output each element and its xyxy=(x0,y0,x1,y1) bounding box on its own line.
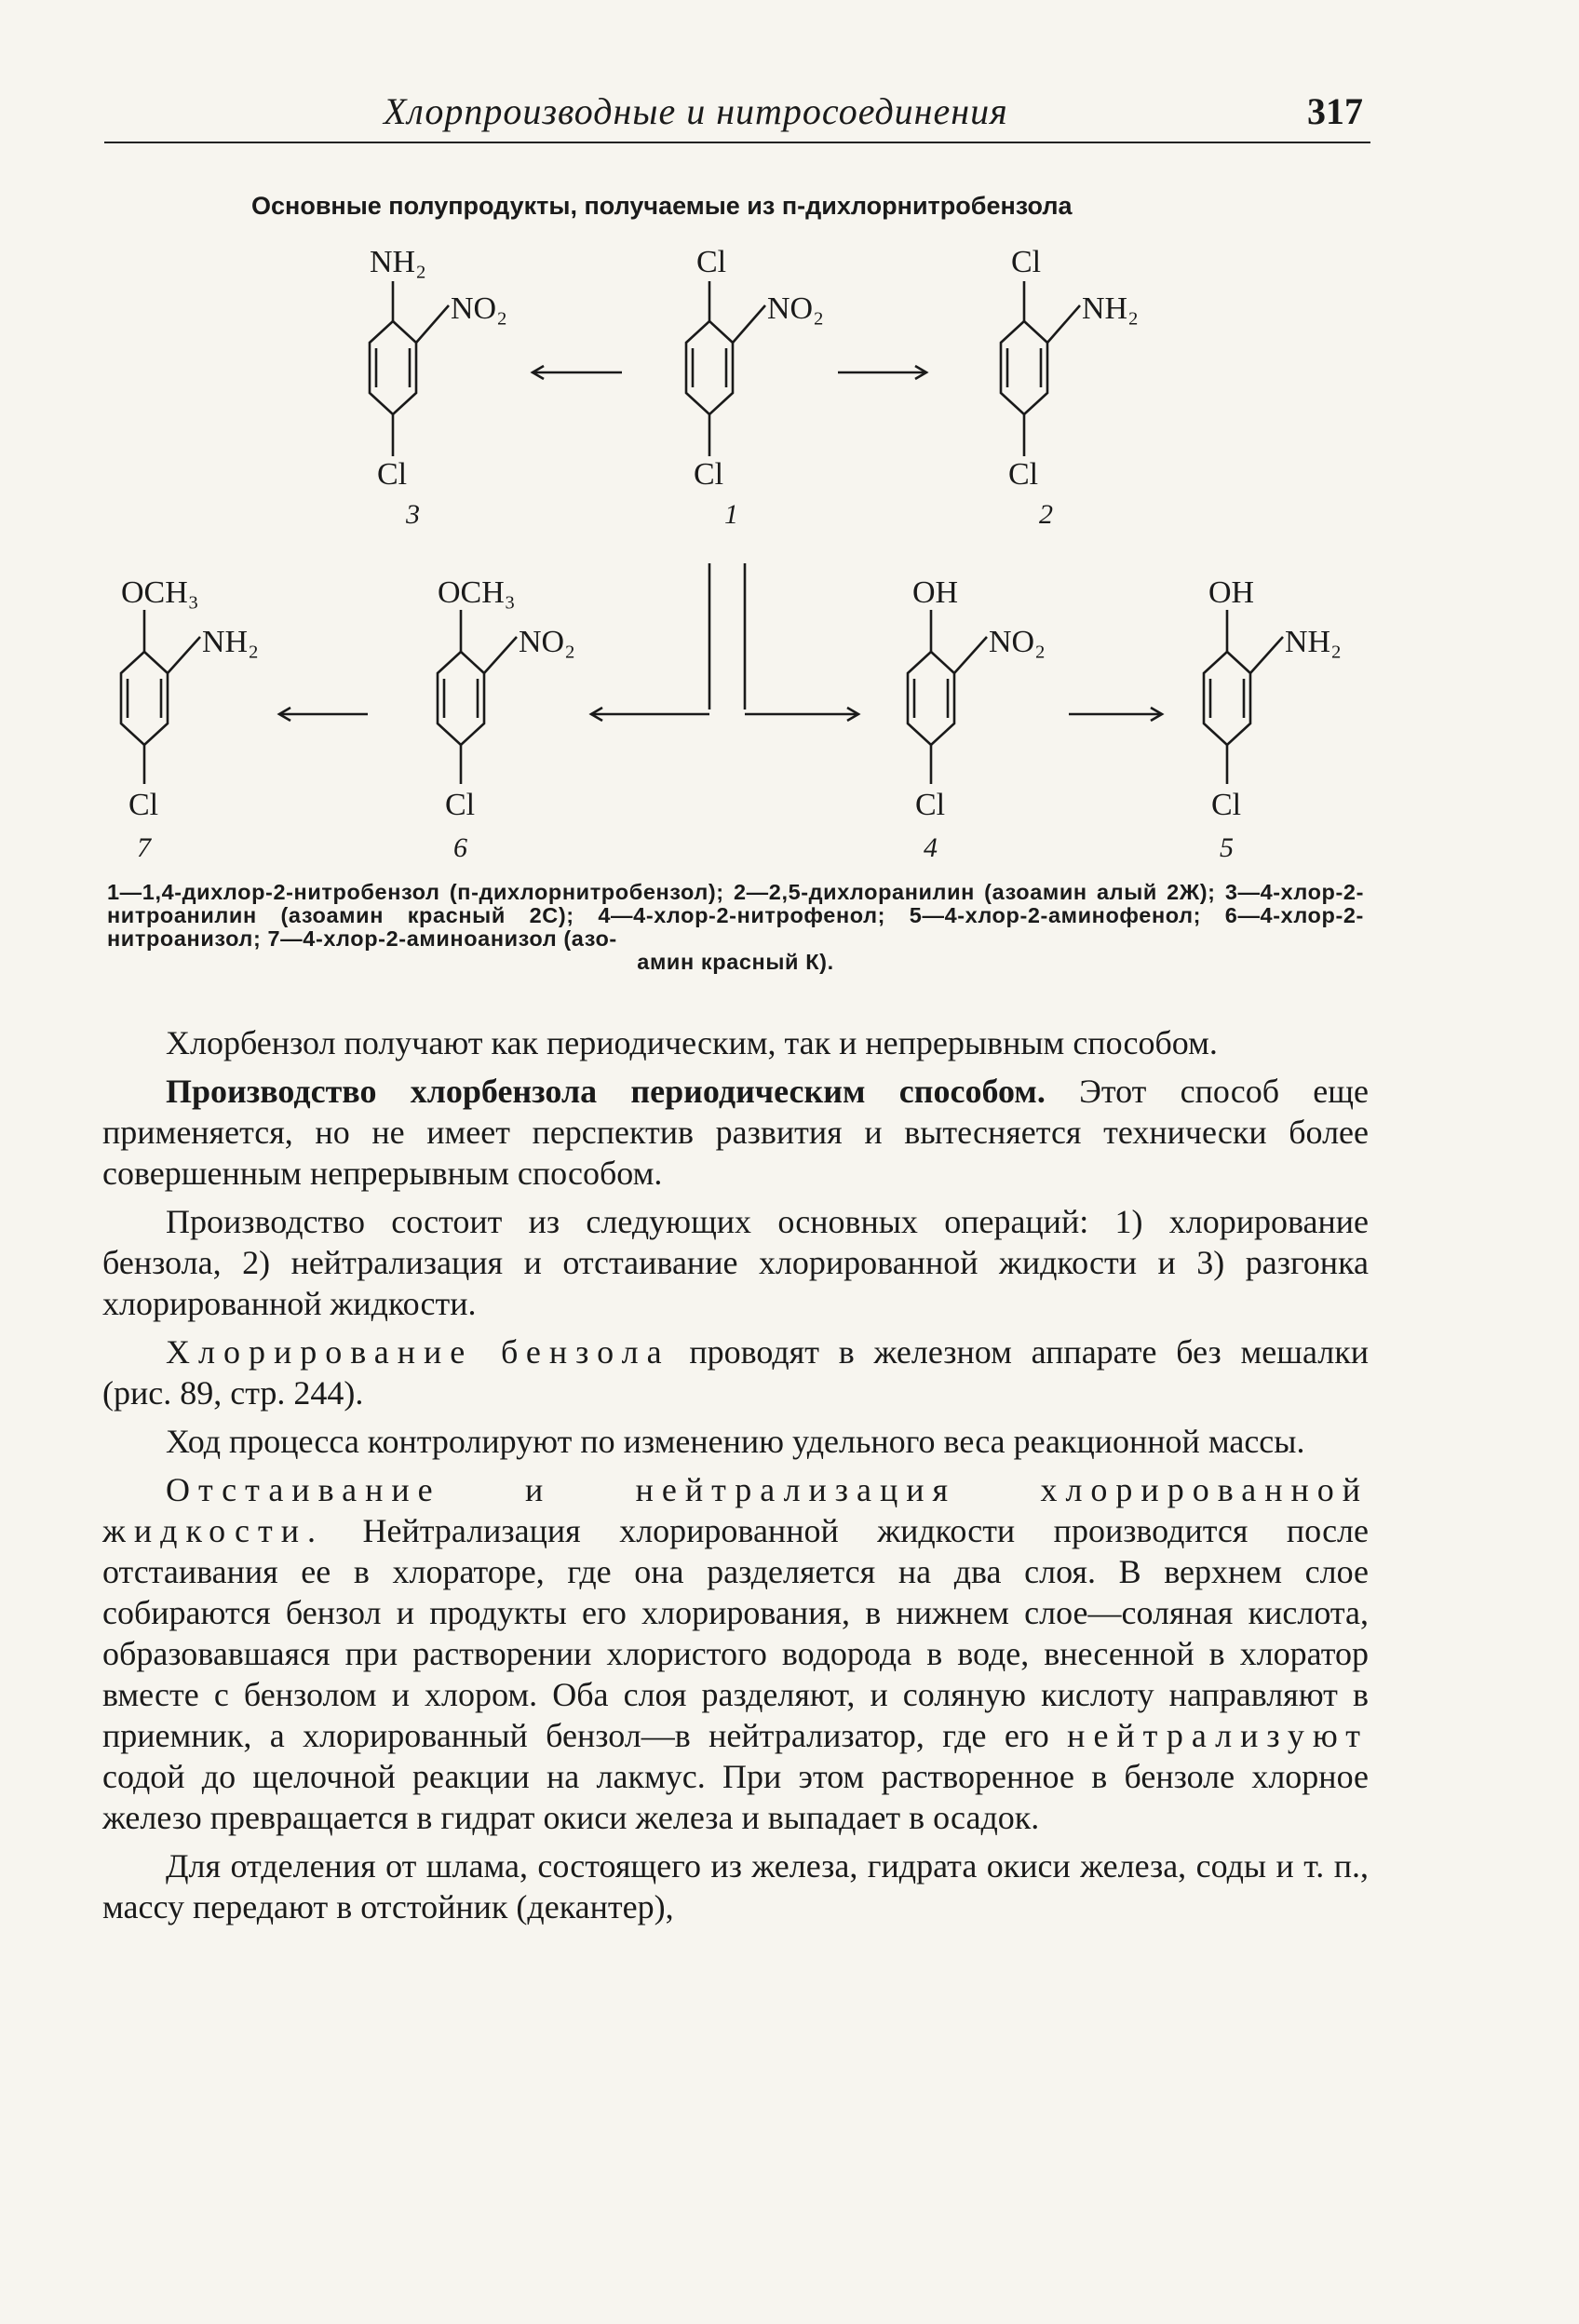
paragraph: Производство хлорбензола периодическим способом. Этот способ еще применяется, но не имеет перспектив развития и вытесняется технически более совершенным непрерывным способом. xyxy=(102,1073,1369,1192)
compound-number-2: 2 xyxy=(1039,499,1053,530)
benzene-ring-compound-1 xyxy=(686,281,765,456)
caption-line: 1—1,4-дихлор-2-нитробензол (п-дихлорнитробензол); 2—2,5-дихлоранилин (азоамин xyxy=(107,880,1087,904)
paragraph: Производство состоит из следующих основных операций: 1) хлорирование бензола, 2) нейтрализация и отстаивание хлорированной жидкости и 3) разгонка хлорированной жидкости. xyxy=(102,1203,1369,1322)
figure-title: Основные полупродукты, получаемые из п-дихлорнитробензола xyxy=(251,192,1073,220)
arrow-4-to-5 xyxy=(1069,708,1162,721)
label-nh2: NH₂ xyxy=(1285,625,1342,659)
label-cl: Cl xyxy=(445,788,476,822)
compound-number-7: 7 xyxy=(137,832,151,863)
benzene-ring-compound-7 xyxy=(121,610,200,784)
label-nh2: NH₂ xyxy=(202,625,259,659)
arrow-6-to-7 xyxy=(279,708,368,721)
paragraph: Хлорбензол получают как периодическим, так и непрерывным способом. xyxy=(166,1024,1218,1061)
label-cl: Cl xyxy=(377,457,408,492)
label-oh: OH xyxy=(912,575,959,610)
label-cl: Cl xyxy=(696,245,727,279)
compound-number-5: 5 xyxy=(1220,832,1234,863)
label-cl: Cl xyxy=(915,788,946,822)
compound-number-4: 4 xyxy=(924,832,938,863)
arrow-1-to-2 xyxy=(838,366,926,379)
paragraph: Ход процесса контролируют по изменению удельного веса реакционной массы. xyxy=(166,1423,1305,1460)
benzene-ring-compound-3 xyxy=(370,281,449,456)
spaced-term: нейтрализуют xyxy=(1067,1717,1369,1754)
benzene-ring-compound-2 xyxy=(1001,281,1080,456)
label-och3: OCH₃ xyxy=(121,575,199,610)
label-no2: NO₂ xyxy=(767,291,824,326)
label-cl: Cl xyxy=(128,788,159,822)
label-no2: NO₂ xyxy=(989,625,1046,659)
compound-number-1: 1 xyxy=(724,499,738,530)
paragraph: Отстаивание и нейтрализация хлорированной жидкости. Нейтрализация хлорированной жидкости производится после отстаивания ее в хлораторе, где она разделяется на два слоя. В верхнем слое собираются бензол и продукты его хлорирования, в нижнем слое—соляная кислота, образовавшаяся при растворении хлористого водорода в воде, внесенной в хлоратор вместе с бензолом и хлором. Оба слоя разделяют, и соляную кислоту направляют в приемник, а хлорированный бензол—в нейтрализатор, где его нейтрализуют содой до щелочной реакции на лакмус. При этом растворенное в бензоле хлорное железо превращается в гидрат окиси железа и выпадает в осадок. xyxy=(102,1471,1369,1836)
label-no2: NO₂ xyxy=(519,625,575,659)
caption-line: алый 2Ж); 3—4-хлор-2-нитроанилин (азоамин красный 2С); 4—4-хлор-2-нитрофенол; xyxy=(107,880,1364,927)
label-cl: Cl xyxy=(1011,245,1042,279)
benzene-ring-compound-6 xyxy=(438,610,517,784)
reaction-scheme xyxy=(0,0,1579,1024)
arrow-1-to-3 xyxy=(533,366,622,379)
spaced-term: Хлорирование бензола xyxy=(166,1333,670,1371)
body-text xyxy=(102,1022,1369,1935)
arrow-1-to-4 xyxy=(745,708,858,721)
label-nh2: NH₂ xyxy=(1082,291,1139,326)
running-title: Хлорпроизводные и нитросоединения xyxy=(384,90,1008,132)
compound-number-3: 3 xyxy=(406,499,420,530)
label-nh2: NH₂ xyxy=(370,245,426,279)
label-cl: Cl xyxy=(1008,457,1039,492)
caption-line: амин красный К). xyxy=(637,950,834,974)
arrow-1-to-6 xyxy=(591,708,709,721)
paragraph-heading: Производство хлорбензола периодическим способом. xyxy=(166,1073,1046,1110)
paragraph: Хлорирование бензола проводят в железном аппарате без мешалки (рис. 89, стр. 244). xyxy=(102,1333,1369,1412)
label-oh: OH xyxy=(1208,575,1255,610)
page-number: 317 xyxy=(1307,90,1363,132)
benzene-ring-compound-4 xyxy=(908,610,987,784)
label-och3: OCH₃ xyxy=(438,575,516,610)
paragraph: Для отделения от шлама, состоящего из железа, гидрата окиси железа, соды и т. п., массу передают в отстойник (декантер), xyxy=(102,1847,1369,1925)
label-cl: Cl xyxy=(1211,788,1242,822)
label-cl: Cl xyxy=(694,457,724,492)
label-no2: NO₂ xyxy=(451,291,507,326)
figure-caption xyxy=(107,881,1364,974)
caption-line: 5—4-хлор-2-аминофенол; 6—4-хлор-2-нитроанизол; 7—4-хлор-2-аминоанизол (азо- xyxy=(107,903,1364,951)
compound-number-6: 6 xyxy=(453,832,467,863)
spaced-term: Отстаивание и нейтрализация хлорированной жидкости. xyxy=(102,1471,1369,1549)
benzene-ring-compound-5 xyxy=(1204,610,1283,784)
